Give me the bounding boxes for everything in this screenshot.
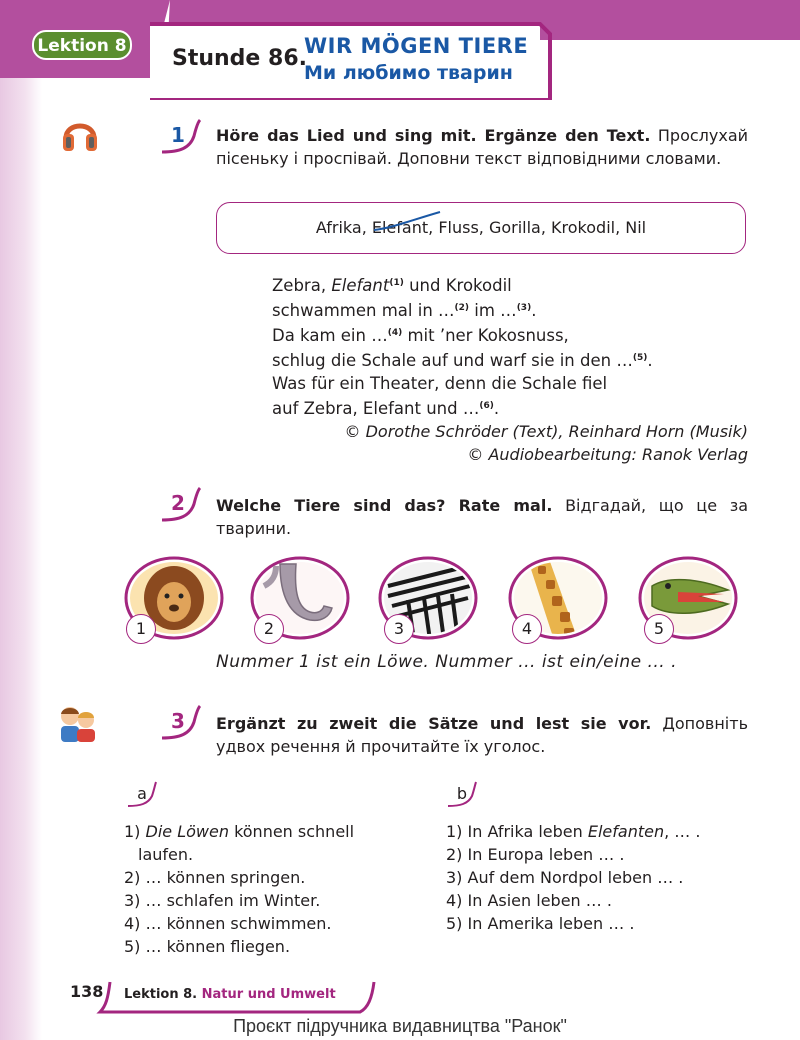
list-item: 2) … können springen.	[124, 868, 306, 887]
column-a	[124, 820, 424, 958]
column-b-label	[446, 780, 486, 808]
list-item-continuation: laufen.	[138, 845, 194, 864]
page-number: 138	[70, 982, 104, 1001]
audio-credit: © Audiobearbeitung: Ranok Verlag	[467, 445, 748, 464]
song-line-4: schlug die Schale auf und warf sie in den …$^{(5)}$.	[272, 351, 653, 370]
svg-text:b: b	[456, 784, 468, 803]
svg-text:3: 3	[171, 709, 185, 733]
list-item: 3) Auf dem Nordpol leben … .	[446, 868, 684, 887]
page-title: WIR MÖGEN TIERE	[304, 34, 529, 58]
song-line-3: Da kam ein …$^{(4)}$ mit ’ner Kokosnuss,	[272, 326, 569, 345]
lektion-badge	[32, 30, 132, 60]
task-2-number	[160, 486, 204, 522]
song-line-1: Zebra, Elefant$^{(1)}$ und Krokodil	[272, 276, 512, 295]
song-line-2: schwammen mal in …$^{(2)}$ im …$^{(3)}$.	[272, 301, 537, 320]
lektion-label: Lektion 8	[37, 36, 127, 56]
strike-mark	[372, 210, 442, 236]
task-3-instruction: Ergänzt zu zweit die Sätze und lest sie vor. Доповніть удвох речення й прочитайте їх уголос.	[216, 714, 748, 756]
column-b	[446, 820, 786, 935]
svg-text:1: 1	[171, 123, 185, 147]
svg-text:2: 2	[171, 491, 185, 515]
song-text	[272, 272, 752, 466]
song-line-5: Was für ein Theater, denn die Schale fiel	[272, 374, 608, 393]
publisher-note: Проєкт підручника видавництва "Ранок"	[233, 1016, 567, 1036]
kids-pair-icon	[56, 702, 100, 744]
list-item: 3) … schlafen im Winter.	[124, 891, 321, 910]
page-subtitle: Ми любимо тварин	[304, 62, 513, 84]
song-line-6: auf Zebra, Elefant und …$^{(6)}$.	[272, 399, 500, 418]
column-a-label	[126, 780, 166, 808]
word-4: Gorilla,	[488, 218, 546, 237]
example-sentence: Nummer 1 ist ein Löwe. Nummer ... ist ein/eine ... .	[216, 652, 677, 672]
word-box	[216, 202, 746, 254]
list-item: 5) … können fliegen.	[124, 937, 291, 956]
animal-number-3: 3	[384, 614, 414, 644]
side-decor-strip	[0, 0, 42, 1040]
list-item: 4) … können schwimmen.	[124, 914, 332, 933]
list-item: 2) In Europa leben … .	[446, 845, 625, 864]
word-5: Krokodil,	[551, 218, 621, 237]
list-item: 5) In Amerika leben … .	[446, 914, 635, 933]
word-3: Fluss,	[438, 218, 484, 237]
word-6: Nil	[625, 218, 647, 237]
list-item: 1) In Afrika leben Elefanten, … .	[446, 822, 701, 841]
task-1-instruction: Höre das Lied und sing mit. Ergänze den Text. Прослухай пісеньку і проспівай. Доповни текст відповідними словами.	[216, 126, 749, 168]
animal-number-4: 4	[512, 614, 542, 644]
list-item: 1) Die Löwen können schnell	[124, 822, 355, 841]
svg-text:a: a	[137, 784, 147, 803]
task-2-instruction: Welche Tiere sind das? Rate mal. Відгадай, що це за тварини.	[216, 496, 749, 538]
footer-title: Lektion 8. Natur und Umwelt	[124, 987, 336, 1002]
task-1-number	[160, 118, 204, 154]
word-2-crossed: Elefant,	[372, 218, 433, 237]
task-3-number	[160, 704, 204, 740]
song-credit: © Dorothe Schröder (Text), Reinhard Horn (Musik)	[344, 422, 748, 441]
word-1: Afrika,	[315, 218, 367, 237]
animal-number-1: 1	[126, 614, 156, 644]
headphones-icon	[60, 112, 100, 154]
list-item: 4) In Asien leben … .	[446, 891, 612, 910]
animal-number-5: 5	[644, 614, 674, 644]
lesson-number: Stunde 86.	[172, 46, 307, 71]
animal-number-2: 2	[254, 614, 284, 644]
